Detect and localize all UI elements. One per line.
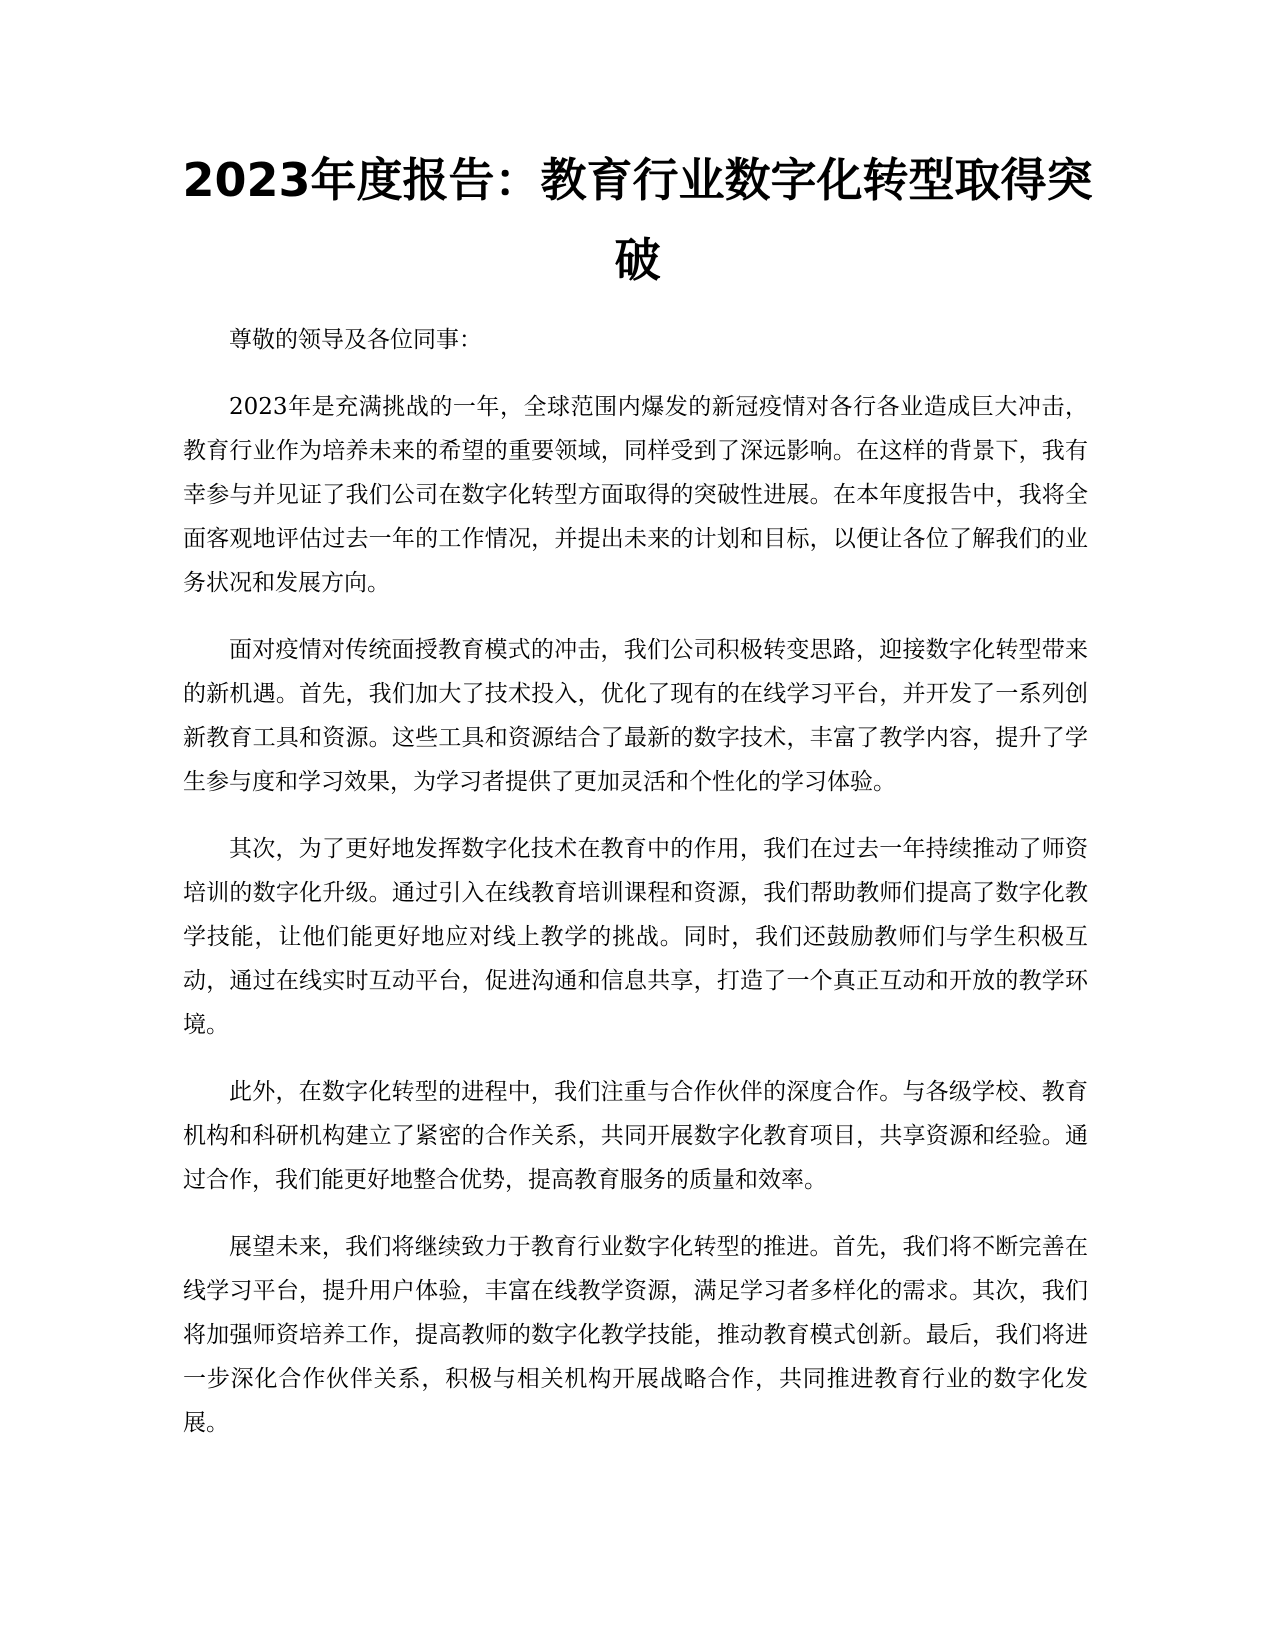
paragraph-5: 展望未来，我们将继续致力于教育行业数字化转型的推进。首先，我们将不断完善在线学习平台，提升用户体验，丰富在线教学资源，满足学习者多样化的需求。其次，我们将加强师资培养工作，提高教师的数字化教学技能，推动教育模式创新。最后，我们将进一步深化合作伙伴关系，积极与相关机构开展战略合作，共同推进教育行业的数字化发展。: [183, 1234, 1088, 1436]
salutation: 尊敬的领导及各位同事：: [229, 327, 482, 353]
paragraph-3: 其次，为了更好地发挥数字化技术在教育中的作用，我们在过去一年持续推动了师资培训的数字化升级。通过引入在线教育培训课程和资源，我们帮助教师们提高了数字化教学技能，让他们能更好地应对线上教学的挑战。同时，我们还鼓励教师们与学生积极互动，通过在线实时互动平台，促进沟通和信息共享，打造了一个真正互动和开放的教学环境。: [183, 836, 1088, 1038]
document-body: [183, 318, 1088, 1468]
document-title: 2023年度报告：教育行业数字化转型取得突破: [182, 153, 1093, 287]
paragraph-1: 2023年是充满挑战的一年，全球范围内爆发的新冠疫情对各行各业造成巨大冲击，教育行业作为培养未来的希望的重要领域，同样受到了深远影响。在这样的背景下，我有幸参与并见证了我们公司在数字化转型方面取得的突破性进展。在本年度报告中，我将全面客观地评估过去一年的工作情况，并提出未来的计划和目标，以便让各位了解我们的业务状况和发展方向。: [183, 394, 1088, 596]
paragraph-4: 此外，在数字化转型的进程中，我们注重与合作伙伴的深度合作。与各级学校、教育机构和科研机构建立了紧密的合作关系，共同开展数字化教育项目，共享资源和经验。通过合作，我们能更好地整合优势，提高教育服务的质量和效率。: [183, 1079, 1088, 1193]
paragraph-2: 面对疫情对传统面授教育模式的冲击，我们公司积极转变思路，迎接数字化转型带来的新机遇。首先，我们加大了技术投入，优化了现有的在线学习平台，并开发了一系列创新教育工具和资源。这些工具和资源结合了最新的数字技术，丰富了教学内容，提升了学生参与度和学习效果，为学习者提供了更加灵活和个性化的学习体验。: [183, 637, 1088, 795]
